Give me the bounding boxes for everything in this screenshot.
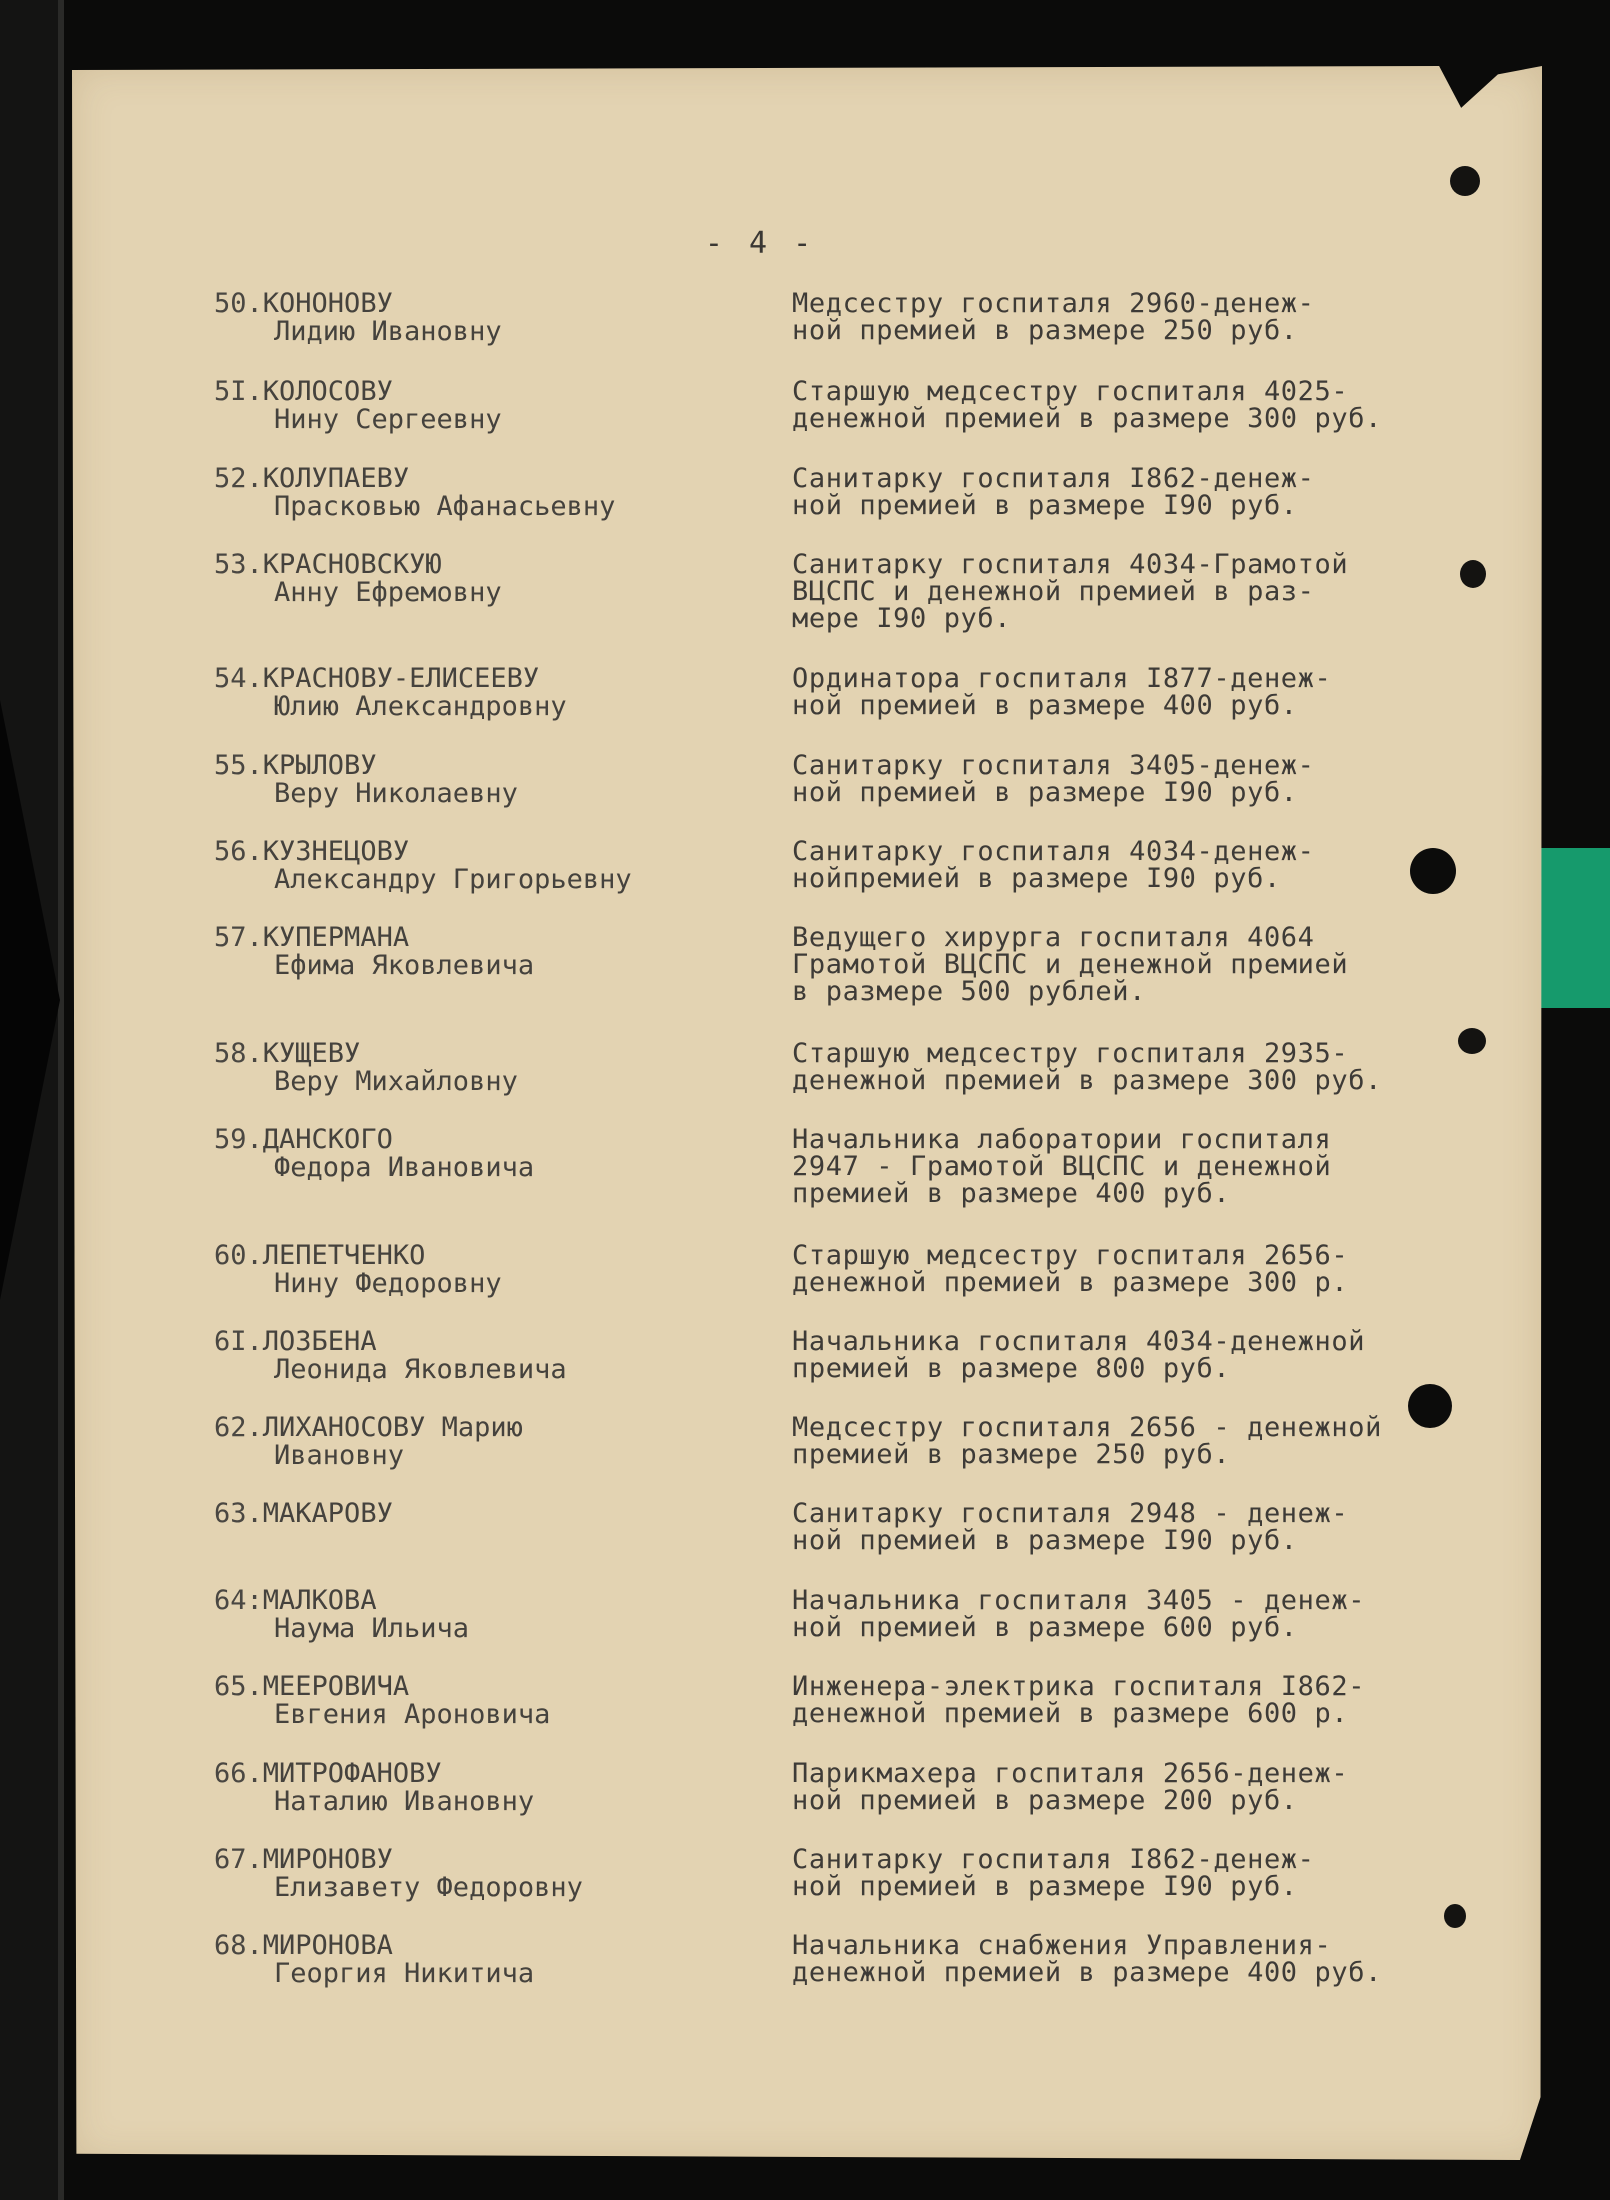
entry-number: 65. <box>214 1671 263 1702</box>
entry-number: 68. <box>214 1930 263 1961</box>
recipient-surname: КРЫЛОВУ <box>262 750 377 781</box>
award-text: Санитарку госпиталя I862-денеж- ной премией в размере I90 руб. <box>792 1844 1315 1902</box>
entry-number: 55. <box>214 750 263 781</box>
recipient-name <box>214 1328 774 1384</box>
award-text: Медсестру госпиталя 2960-денеж- ной премией в размере 250 руб. <box>792 288 1315 346</box>
entry-number: 52. <box>214 463 263 494</box>
recipient-name <box>214 1126 774 1182</box>
recipient-name <box>214 1673 774 1729</box>
award-text: Санитарку госпиталя I862-денеж- ной премией в размере I90 руб. <box>792 463 1315 521</box>
recipient-surname: КОЛОСОВУ <box>262 376 393 407</box>
award-text: Старшую медсестру госпиталя 2656- денежной премией в размере 300 р. <box>792 1240 1349 1298</box>
award-text: Начальника госпиталя 4034-денежной премией в размере 800 руб. <box>792 1326 1366 1384</box>
recipient-given-name: Нину Федоровну <box>274 1268 502 1299</box>
punch-hole <box>1408 1384 1452 1428</box>
recipient-given-name: Ивановну <box>274 1440 405 1471</box>
recipient-name <box>214 665 774 721</box>
recipient-given-name: Веру Николаевну <box>274 778 518 809</box>
recipient-surname: МИРОНОВУ <box>262 1844 393 1875</box>
recipient-name <box>214 1587 774 1643</box>
award-text: Парикмахера госпиталя 2656-денеж- ной премией в размере 200 руб. <box>792 1758 1349 1816</box>
recipient-name <box>214 1040 774 1096</box>
entry-number: 67. <box>214 1844 263 1875</box>
recipient-given-name: Наума Ильича <box>274 1613 470 1644</box>
recipient-given-name: Нину Сергеевну <box>274 404 502 435</box>
entry-number: 64: <box>214 1585 263 1616</box>
entry-number: 62. <box>214 1412 263 1443</box>
entry-number: 56. <box>214 836 263 867</box>
recipient-name <box>214 1500 774 1528</box>
recipient-surname: ДАНСКОГО <box>262 1124 393 1155</box>
award-text: Санитарку госпиталя 2948 - денеж- ной премией в размере I90 руб. <box>792 1498 1349 1556</box>
recipient-name <box>214 752 774 808</box>
recipient-surname: МАКАРОВУ <box>262 1498 393 1529</box>
recipient-name <box>214 838 774 894</box>
entry-number: 59. <box>214 1124 263 1155</box>
punch-hole <box>1460 560 1486 588</box>
award-text: Начальника снабжения Управления- денежной премией в размере 400 руб. <box>792 1930 1382 1988</box>
recipient-surname: МАЛКОВА <box>262 1585 377 1616</box>
recipient-surname: КУЩЕВУ <box>262 1038 361 1069</box>
award-text: Медсестру госпиталя 2656 - денежной премией в размере 250 руб. <box>792 1412 1382 1470</box>
award-text: Старшую медсестру госпиталя 2935- денежной премией в размере 300 руб. <box>792 1038 1382 1096</box>
award-text: Ведущего хирурга госпиталя 4064 Грамотой ВЦСПС и денежной премией в размере 500 рублей. <box>792 922 1349 1007</box>
recipient-surname: МИРОНОВА <box>262 1930 393 1961</box>
recipient-name <box>214 290 774 346</box>
recipient-given-name: Веру Михайловну <box>274 1066 518 1097</box>
recipient-surname: МИТРОФАНОВУ <box>262 1758 442 1789</box>
recipient-given-name: Елизавету Федоровну <box>274 1872 583 1903</box>
recipient-name <box>214 1932 774 1988</box>
entry-number: 60. <box>214 1240 263 1271</box>
page-number: - 4 - <box>704 226 816 261</box>
entry-number: 54. <box>214 663 263 694</box>
recipient-surname: ЛИХАНОСОВУ Марию <box>262 1412 523 1443</box>
recipient-surname: МЕЕРОВИЧА <box>262 1671 410 1702</box>
award-text: Инженера-электрика госпиталя I862- денежной премией в размере 600 р. <box>792 1671 1366 1729</box>
award-text: Начальника лаборатории госпиталя 2947 - Грамотой ВЦСПС и денежной премией в размере 400 руб. <box>792 1124 1332 1209</box>
recipient-given-name: Прасковью Афанасьевну <box>274 491 616 522</box>
award-text: Старшую медсестру госпиталя 4025- денежной премией в размере 300 руб. <box>792 376 1382 434</box>
entry-number: 53. <box>214 549 263 580</box>
recipient-surname: КРАСНОВСКУЮ <box>262 549 442 580</box>
entry-number: 58. <box>214 1038 263 1069</box>
entry-number: 50. <box>214 288 263 319</box>
recipient-given-name: Евгения Ароновича <box>274 1699 551 1730</box>
recipient-surname: КОНОНОВУ <box>262 288 393 319</box>
award-text: Санитарку госпиталя 4034-Грамотой ВЦСПС и денежной премией в раз- мере I90 руб. <box>792 549 1349 634</box>
recipient-name <box>214 465 774 521</box>
recipient-given-name: Юлию Александровну <box>274 691 567 722</box>
recipient-given-name: Наталию Ивановну <box>274 1786 535 1817</box>
recipient-given-name: Георгия Никитича <box>274 1958 535 1989</box>
award-text: Ординатора госпиталя I877-денеж- ной премией в размере 400 руб. <box>792 663 1332 721</box>
recipient-given-name: Александру Григорьевну <box>274 864 632 895</box>
recipient-surname: КУЗНЕЦОВУ <box>262 836 410 867</box>
recipient-name <box>214 551 774 607</box>
entry-number: 66. <box>214 1758 263 1789</box>
entry-number: 5I. <box>214 376 263 407</box>
punch-hole <box>1444 1904 1466 1928</box>
recipient-surname: ЛЕПЕТЧЕНКО <box>262 1240 426 1271</box>
recipient-name <box>214 1846 774 1902</box>
recipient-surname: КУПЕРМАНА <box>262 922 410 953</box>
award-text: Санитарку госпиталя 3405-денеж- ной премией в размере I90 руб. <box>792 750 1315 808</box>
entry-number: 57. <box>214 922 263 953</box>
recipient-given-name: Ефима Яковлевича <box>274 950 535 981</box>
recipient-given-name: Леонида Яковлевича <box>274 1354 567 1385</box>
recipient-surname: ЛОЗБЕНА <box>262 1326 377 1357</box>
recipient-surname: КРАСНОВУ-ЕЛИСЕЕВУ <box>262 663 540 694</box>
recipient-name <box>214 1242 774 1298</box>
recipient-given-name: Лидию Ивановну <box>274 316 502 347</box>
award-text: Санитарку госпиталя 4034-денеж- нойпремией в размере I90 руб. <box>792 836 1315 894</box>
punch-hole <box>1450 166 1480 196</box>
recipient-name <box>214 378 774 434</box>
entry-number: 6I. <box>214 1326 263 1357</box>
recipient-name <box>214 1414 774 1470</box>
entry-number: 63. <box>214 1498 263 1529</box>
punch-hole <box>1410 848 1456 894</box>
recipient-name <box>214 924 774 980</box>
recipient-given-name: Федора Ивановича <box>274 1152 535 1183</box>
recipient-surname: КОЛУПАЕВУ <box>262 463 410 494</box>
recipient-name <box>214 1760 774 1816</box>
award-text: Начальника госпиталя 3405 - денеж- ной премией в размере 600 руб. <box>792 1585 1366 1643</box>
recipient-given-name: Анну Ефремовну <box>274 577 502 608</box>
punch-hole <box>1458 1028 1486 1054</box>
